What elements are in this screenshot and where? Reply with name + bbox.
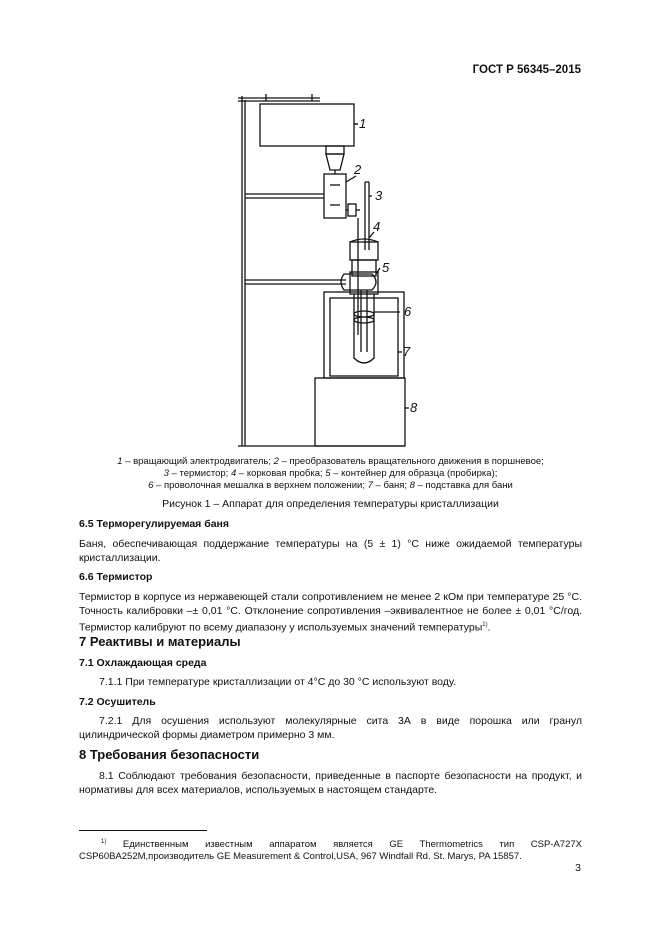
section-6-6-heading: 6.6 Термистор — [79, 571, 153, 583]
apparatus-figure — [232, 90, 432, 450]
section-8-1-text: 8.1 Соблюдают требования безопасности, приведенные в паспорте безопасности на продукт, и нормативы для всех материалов, используемых в настоящем стандарте. — [79, 770, 582, 796]
legend-line-3: 6 – проволочная мешалка в верхнем положении; 7 – баня; 8 – подставка для бани — [148, 480, 513, 491]
page-number: 3 — [575, 862, 581, 874]
figure-label-4: 4 — [373, 219, 381, 234]
figure-label-1: 1 — [359, 116, 367, 131]
section-7-2-1-text: 7.2.1 Для осушения используют молекулярные сита 3А в виде порошка или гранул цилиндрической формы диаметром примерно 3 мм. — [79, 715, 582, 741]
figure-legend — [60, 456, 601, 492]
figure-label-5: 5 — [382, 260, 390, 275]
footnote-mark: 1) — [101, 839, 107, 845]
figure-title: Рисунок 1 – Аппарат для определения температуры кристаллизации — [162, 498, 499, 510]
figure-label-3: 3 — [375, 188, 383, 203]
figure-label-7: 7 — [403, 344, 411, 359]
section-7-heading: 7 Реактивы и материалы — [79, 634, 241, 649]
section-7-1-1-text: 7.1.1 При температуре кристаллизации от 4°С до 30 °С используют воду. — [99, 676, 457, 688]
section-8-heading: 8 Требования безопасности — [79, 747, 260, 762]
section-6-5-heading: 6.5 Терморегулируемая баня — [79, 518, 229, 530]
footnote-separator — [79, 830, 207, 831]
legend-line-2: 3 – термистор; 4 – корковая пробка; 5 – контейнер для образца (пробирка); — [163, 468, 498, 479]
figure-label-8: 8 — [410, 400, 418, 415]
section-7-1-heading: 7.1 Охлаждающая среда — [79, 657, 207, 669]
footnote-ref: 1) — [482, 622, 488, 628]
figure-label-2: 2 — [354, 162, 362, 177]
section-7-2-heading: 7.2 Осушитель — [79, 696, 156, 708]
legend-line-1: 1 – вращающий электродвигатель; 2 – преобразователь вращательного движения в поршневое; — [117, 456, 544, 467]
section-6-5-text: Баня, обеспечивающая поддержание температуры на (5 ± 1) °С ниже ожидаемой температуры кристаллизации. — [79, 538, 582, 564]
footnote: $^{1)}$ Единственным известным аппаратом является GE Thermometrics тип CSP-A727X CSP60BA252M,производитель GE Measurement & Control,USA, 967 Windfall Rd. St. Marys, PA 15857. — [79, 839, 582, 863]
figure-label-6: 6 — [404, 304, 412, 319]
section-6-6-text: Термистор в корпусе из нержавеющей стали сопротивлением не менее 2 кОм при температуре 25 °С. Точность калибровки –± 0,01 °С. Отклонение сопротивления –эквивалентное не более ± 0,01 °С/год. Термистор калибруют по всему диапазону у используемых значений температуры$^{1)}$. — [79, 591, 582, 634]
document-header: ГОСТ Р 56345–2015 — [472, 64, 581, 76]
